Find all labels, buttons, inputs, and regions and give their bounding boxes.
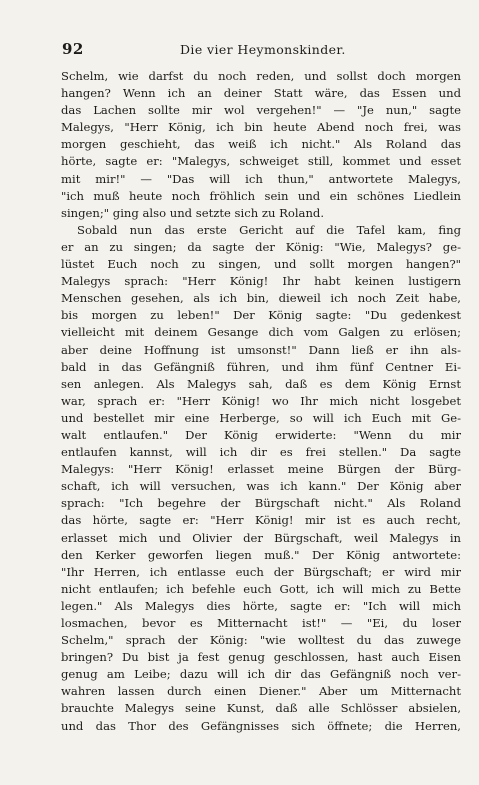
text-line: singen;" ging also und setzte sich zu Roland. bbox=[61, 205, 325, 220]
text-line: Malegys: "Herr König! erlasset meine Bürgen der Bürg- bbox=[61, 462, 461, 477]
text-line: losmachen, bevor es Mitternacht ist!" — "Ei, du loser bbox=[61, 616, 461, 630]
text-line: vielleicht mit deinem Gesange dich vom Galgen zu erlösen; bbox=[61, 325, 461, 340]
text-line: er an zu singen; da sagte der König: "Wie, Malegys? ge- bbox=[61, 239, 461, 254]
text-line: war, sprach er: "Herr König! wo Ihr mich nicht losgebet bbox=[61, 393, 461, 408]
text-line: das Lachen sollte mir wol vergehen!" — "Je nun," sagte bbox=[61, 103, 461, 118]
text-line: aber deine Hoffnung ist umsonst!" Dann ließ er ihn als- bbox=[61, 342, 461, 357]
text-line: bald in das Gefängniß führen, und ihm fünf Centner Ei- bbox=[61, 359, 461, 374]
text-line: Menschen gesehen, als ich bin, dieweil ich noch Zeit habe, bbox=[61, 291, 461, 306]
running-title: Die vier Heymonskinder. bbox=[180, 42, 346, 57]
text-line: erlasset mich und Olivier der Bürgschaft, weil Malegys in bbox=[61, 530, 461, 545]
body-text bbox=[61, 68, 461, 735]
page-number: 92 bbox=[62, 40, 84, 58]
text-line: das hörte, sagte er: "Herr König! mir ist es auch recht, bbox=[61, 513, 461, 528]
text-line: Schelm," sprach der König: "wie wolltest du das zuwege bbox=[61, 633, 461, 648]
text-line: Malegys, "Herr König, ich bin heute Abend noch frei, was bbox=[61, 120, 461, 135]
text-line: Sobald nun das erste Gericht auf die Tafel kam, fing bbox=[77, 222, 461, 237]
text-line: bringen? Du bist ja fest genug geschlossen, hast auch Eisen bbox=[61, 650, 461, 665]
text-line: hörte, sagte er: "Malegys, schweiget still, kommet und esset bbox=[61, 154, 461, 169]
text-line: und das Thor des Gefängnisses sich öffnete; die Herren, bbox=[61, 718, 461, 733]
text-line: morgen geschieht, das weiß ich nicht." Als Roland das bbox=[61, 137, 461, 152]
text-line: entlaufen kannst, will ich dir es frei stellen." Da sagte bbox=[61, 445, 461, 460]
text-line: "ich muß heute noch fröhlich sein und ein schönes Liedlein bbox=[61, 188, 461, 203]
text-line: brauchte Malegys seine Kunst, daß alle Schlösser absielen, bbox=[61, 701, 461, 716]
text-line: legen." Als Malegys dies hörte, sagte er: "Ich will mich bbox=[61, 598, 461, 613]
text-line: wahren lassen durch einen Diener." Aber um Mitternacht bbox=[61, 684, 461, 699]
text-line: walt entlaufen." Der König erwiderte: "Wenn du mir bbox=[61, 427, 461, 442]
text-line: genug am Leibe; dazu will ich dir das Gefängniß noch ver- bbox=[61, 667, 461, 682]
page-header bbox=[62, 40, 456, 66]
text-line: schaft, ich will versuchen, was ich kann." Der König aber bbox=[61, 479, 461, 494]
text-line: Schelm, wie darfst du noch reden, und sollst doch morgen bbox=[61, 69, 461, 83]
text-line: hangen? Wenn ich an deiner Statt wäre, das Essen und bbox=[61, 86, 461, 101]
text-line: sen anlegen. Als Malegys sah, daß es dem König Ernst bbox=[61, 376, 461, 391]
text-line: sprach: "Ich begehre der Bürgschaft nicht." Als Roland bbox=[61, 496, 461, 511]
text-line: Malegys sprach: "Herr König! Ihr habt keinen lustigern bbox=[61, 274, 461, 289]
text-line: lüstet Euch noch zu singen, und sollt morgen hangen?" bbox=[61, 257, 461, 272]
text-line: "Ihr Herren, ich entlasse euch der Bürgschaft; er wird mir bbox=[61, 564, 461, 579]
text-line: und bestellet mir eine Herberge, so will ich Euch mit Ge- bbox=[61, 410, 461, 425]
text-line: den Kerker geworfen liegen muß." Der König antwortete: bbox=[61, 547, 461, 562]
text-line: mit mir!" — "Das will ich thun," antwortete Malegys, bbox=[61, 171, 461, 186]
text-line: nicht entlaufen; ich befehle euch Gott, ich will mich zu Bette bbox=[61, 581, 461, 596]
text-line: bis morgen zu leben!" Der König sagte: "Du gedenkest bbox=[61, 308, 461, 323]
